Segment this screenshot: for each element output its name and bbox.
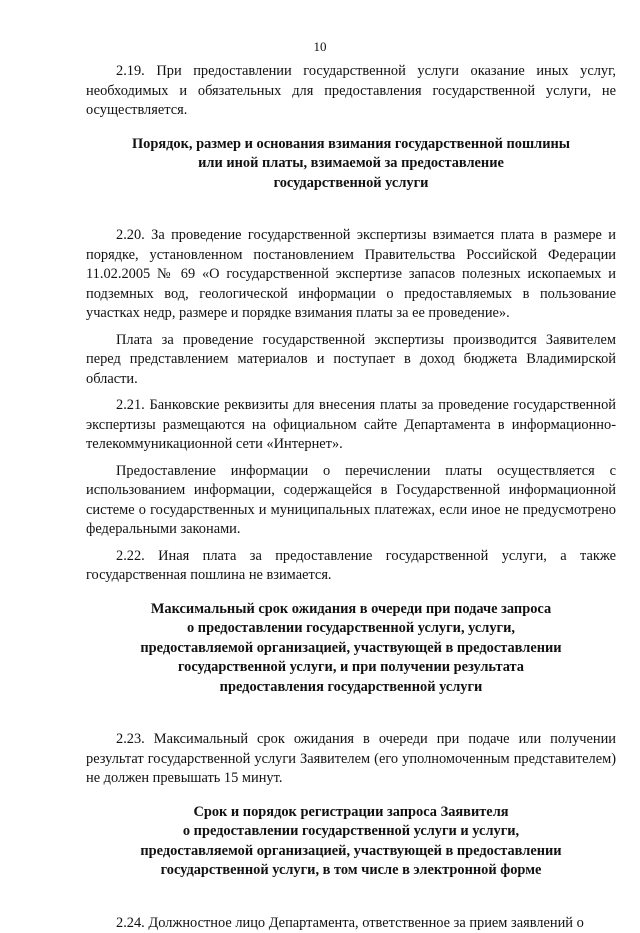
- paragraph-2-21: 2.21. Банковские реквизиты для внесения платы за проведение государственной экспертизы размещаются на официальном сайте Департамента в информационно-телекоммуникационной сети «Интернет».: [86, 396, 616, 455]
- paragraph-payment: Плата за проведение государственной экспертизы производится Заявителем перед представлением материалов и поступает в доход бюджета Владимирской области.: [86, 331, 616, 390]
- paragraph-2-22: 2.22. Иная плата за предоставление государственной услуги, а также государственная пошлина не взимается.: [86, 547, 616, 586]
- paragraph-2-20: 2.20. За проведение государственной экспертизы взимается плата в размере и порядке, установленном постановлением Правительства Российской Федерации 11.02.2005 № 69 «О государственной экспертизе запасов полезных ископаемых и подземных вод, геологической информации о предоставляемых в пользование участках недр, размере и порядке взимания платы за ее проведение».: [86, 226, 616, 324]
- heading-line: о предоставлении государственной услуги, услуги,: [86, 619, 616, 639]
- document-body: [86, 62, 616, 933]
- heading-line: предоставляемой организацией, участвующей в предоставлении: [86, 842, 616, 862]
- section-heading-queue: [86, 600, 616, 698]
- heading-line: предоставления государственной услуги: [86, 678, 616, 698]
- heading-line: государственной услуги, в том числе в электронной форме: [86, 861, 616, 881]
- paragraph-2-19: 2.19. При предоставлении государственной услуги оказание иных услуг, необходимых и обязательных для предоставления государственной услуги, не осуществляется.: [86, 62, 616, 121]
- heading-line: Срок и порядок регистрации запроса Заявителя: [86, 803, 616, 823]
- page-number: 10: [0, 39, 640, 55]
- section-heading-registration: [86, 803, 616, 881]
- paragraph-2-24: 2.24. Должностное лицо Департамента, ответственное за прием заявлений о: [86, 914, 616, 933]
- heading-line: предоставляемой организацией, участвующей в предоставлении: [86, 639, 616, 659]
- section-heading-fees: [86, 135, 616, 194]
- paragraph-info: Предоставление информации о перечислении платы осуществляется с использованием информации, содержащейся в Государственной информационной системе о государственных и муниципальных платежах, если иное не предусмотрено федеральными законами.: [86, 462, 616, 540]
- heading-line: государственной услуги, и при получении результата: [86, 658, 616, 678]
- heading-line: или иной платы, взимаемой за предоставление: [86, 154, 616, 174]
- heading-line: государственной услуги: [86, 174, 616, 194]
- paragraph-2-23: 2.23. Максимальный срок ожидания в очереди при подаче или получении результат государственной услуги Заявителем (его уполномоченным представителем) не должен превышать 15 минут.: [86, 730, 616, 789]
- heading-line: Максимальный срок ожидания в очереди при подаче запроса: [86, 600, 616, 620]
- heading-line: о предоставлении государственной услуги и услуги,: [86, 822, 616, 842]
- heading-line: Порядок, размер и основания взимания государственной пошлины: [86, 135, 616, 155]
